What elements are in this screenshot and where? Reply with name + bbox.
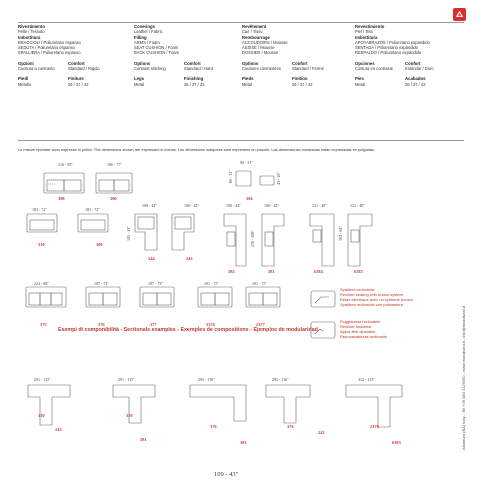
model-code: 375 — [40, 322, 47, 327]
dim-label: 108 - 42" — [184, 203, 199, 208]
dim-label: 291 - 115" — [118, 377, 135, 382]
model-code: 381 — [240, 440, 247, 445]
sofa-308-outline — [44, 173, 84, 193]
options-value: Cucitura a contrasto — [18, 66, 55, 72]
comfort-value: Standard / Hard — [184, 66, 213, 72]
model-code: 381 — [140, 437, 147, 442]
feet-value: Metal — [242, 81, 253, 87]
model-code: 243 — [318, 430, 325, 435]
model-code: 376 — [98, 322, 105, 327]
dim-label: 291 - 115" — [34, 377, 51, 382]
finish-label: Acabados — [405, 76, 426, 82]
feet-label: Legs — [134, 76, 145, 82]
filling-value: BACK CUSHION / Foam — [134, 50, 180, 56]
sofa-310-outline — [27, 214, 57, 232]
options-label: Opciones — [355, 60, 375, 66]
model-code: 376 — [210, 424, 217, 429]
sofa-2376-outline — [198, 287, 232, 307]
sofa-200-outline — [96, 173, 132, 193]
dim-label: 187 - 73" — [94, 281, 109, 286]
legend-headrest-line: Poggiatesta reclinabile — [340, 319, 381, 324]
model-code: 6383 — [392, 440, 401, 445]
dim-label: 121 - 48" — [312, 203, 327, 208]
model-code: 308 — [58, 196, 65, 201]
model-code: 6383 — [354, 269, 363, 274]
dim-label: 43 - 16" — [276, 172, 281, 185]
composition-5-outline — [346, 385, 402, 427]
filling-value: SEAT CUSHION / Foam — [134, 45, 179, 51]
dim-label: 108 - 42" — [142, 203, 157, 208]
page-number: 109 - 43" — [214, 471, 239, 478]
options-value: Coutures contrastées — [242, 66, 281, 72]
filling-value: SPALLIERA / Poliuretano espanso — [18, 50, 81, 56]
comfort-label: Confort — [405, 60, 421, 66]
model-code: 2377 — [256, 322, 265, 327]
finish-value: 26 / 37 / 42 — [68, 81, 89, 87]
comfort-label: Comfort — [184, 60, 201, 66]
options-label: Opzioni — [18, 60, 34, 66]
dimensions-note: Le misure riportate sono espresse in pollici. The dimensions shown are expressed in inches. Les dimensions indiquées sont exprimées en pouces. Las dimensiones mostradas están expresadas en pulgadas. — [18, 147, 375, 152]
model-code: 243 — [186, 256, 193, 261]
recliner-icon — [311, 291, 335, 307]
filling-label: Rembourrage — [242, 34, 270, 40]
composition-3-outline — [190, 385, 246, 421]
feet-value: Metal — [134, 81, 145, 87]
model-code: 2376 — [370, 424, 379, 429]
dim-label: 108 - 42" — [264, 203, 279, 208]
dim-label: 105 - 41" — [126, 226, 131, 241]
legend-recliner-line: Recliner seating with button system — [340, 292, 403, 297]
filling-label: Imbottitura — [355, 34, 378, 40]
sofa-381-outline — [262, 214, 284, 266]
options-value: Costura en contraste — [355, 66, 394, 72]
legend-recliner-line: Relax électrique avec un système bouton — [340, 297, 414, 302]
covering-label: Coverings — [134, 24, 156, 29]
model-code: 381 — [268, 269, 275, 274]
covering-value: Cuir / Tissu — [242, 29, 263, 35]
dim-label: 216 - 85" — [58, 162, 73, 167]
covering-value: Pelle / Tessuto — [18, 29, 45, 35]
composition-2-outline — [113, 385, 155, 423]
model-code: 376 — [287, 424, 294, 429]
feet-label: Pieds — [242, 76, 254, 82]
dim-label: 295 - 116" — [272, 377, 289, 382]
options-label: Options — [242, 60, 259, 66]
model-code: 6384 — [314, 269, 323, 274]
dim-label: 183 - 72" — [85, 207, 100, 212]
comfort-value: Standard / Fermé — [292, 66, 324, 72]
sofa-244-outline — [135, 214, 157, 250]
comfort-label: Confort — [292, 60, 308, 66]
pouf-304-outline — [236, 171, 274, 186]
composition-4-outline — [266, 385, 310, 423]
options-label: Options — [134, 60, 151, 66]
finish-label: Finition — [292, 76, 308, 82]
model-code: 377 — [150, 322, 157, 327]
compositions-title: Esempi di componibilità - Sectionals examples - Exemples de compositions - Ejemplos de modularidad — [58, 327, 318, 333]
finish-label: Finishing — [184, 76, 204, 82]
feet-value: Metal — [355, 81, 366, 87]
model-code: 244 — [148, 256, 155, 261]
sofa-6384-outline — [310, 214, 334, 266]
sofa-382-outline — [224, 214, 246, 266]
dim-label: 224 - 88" — [34, 281, 49, 286]
legend-headrest-line: Appui-tête ajustable — [340, 329, 376, 334]
finish-label: Finiture — [68, 76, 84, 82]
comfort-value: Estándar / Duro — [405, 66, 434, 72]
model-code: 243 — [55, 427, 62, 432]
finish-value: 26 / 37 / 42 — [405, 81, 426, 87]
comfort-value: Standard / Rigido — [68, 66, 100, 72]
legend-headrest-line: Reposacabezas reclinable — [340, 334, 387, 339]
dim-label: 121 - 48" — [350, 203, 365, 208]
feet-label: Piedi — [18, 76, 29, 82]
sofa-376-outline — [86, 287, 120, 307]
feet-label: Pies — [355, 76, 364, 82]
covering-label: Revêtement — [242, 24, 267, 29]
model-code: 200 — [110, 196, 117, 201]
dim-label: 276 - 108" — [250, 230, 255, 247]
filling-value: ASSISE / Mousse — [242, 45, 275, 51]
model-code: 310 — [126, 413, 133, 418]
finish-value: 26 / 37 / 42 — [292, 81, 313, 87]
dim-label: 108 - 42" — [226, 203, 241, 208]
company-contact: Altamura (BA) Italy - Tel +39 080 3126550 - www.maxdivani.it - info@maxdivani.it — [461, 306, 466, 450]
legend-headrest-line: Recliner headrest — [340, 324, 372, 329]
model-code: 309 — [96, 242, 103, 247]
filling-value: SENTADA / Poliuretano expandido — [355, 45, 418, 51]
model-code: 310 — [38, 242, 45, 247]
covering-value: Leather / Fabric — [134, 29, 163, 35]
sofa-377-outline — [140, 287, 174, 307]
filling-label: Imbottitura — [18, 34, 41, 40]
filling-value: RESPALDO / Poliuretano expandido — [355, 50, 422, 56]
filling-value: BRACCIOLI / Poliuretano espanso — [18, 39, 81, 45]
dim-label: 164 - 64" — [338, 226, 343, 241]
sofa-6383-outline — [348, 214, 372, 266]
dim-label: 80 - 31" — [228, 170, 233, 183]
feet-value: Metallo — [18, 81, 32, 87]
sofa-375-outline — [26, 287, 66, 307]
dim-label: 183 - 72" — [32, 207, 47, 212]
covering-value: Piel / Tela — [355, 29, 373, 35]
legend-recliner-line: Spalliera reclinabile — [340, 287, 375, 292]
covering-label: Rivestimento — [18, 24, 45, 29]
dim-label: 80 - 31" — [240, 160, 253, 165]
covering-label: Revestimiento — [355, 24, 385, 29]
filling-value: APOYABRAZOS / Poliuretano expandido — [355, 39, 430, 45]
composition-1-outline — [28, 385, 70, 425]
finish-value: 26 / 37 / 42 — [184, 81, 205, 87]
dim-label: 191 - 75" — [252, 281, 267, 286]
options-value: Contrast stitching — [134, 66, 166, 72]
comfort-label: Comfort — [68, 60, 85, 66]
model-code: 304 — [246, 196, 253, 201]
sofa-2377-outline — [246, 287, 280, 307]
filling-value: DOSSIER / Mousse — [242, 50, 279, 56]
filling-value: ARMS / Foam — [134, 39, 160, 45]
dim-label: 293 - 116" — [198, 377, 215, 382]
filling-value: ACCOUDOIRS / Mousse — [242, 39, 288, 45]
dim-label: 191 - 75" — [204, 281, 219, 286]
model-code: 310 — [38, 413, 45, 418]
model-code: 2376 — [206, 322, 215, 327]
legend-recliner-line: Spalliera reclinabile con pulsantiera — [340, 302, 403, 307]
model-code: 382 — [228, 269, 235, 274]
dim-label: 312 - 123" — [358, 377, 375, 382]
filling-value: SEDUTA / Poliuretano espanso — [18, 45, 75, 51]
filling-label: Filling — [134, 34, 147, 40]
dim-label: 196 - 77" — [107, 162, 122, 167]
sofa-309-outline — [78, 214, 108, 232]
sofa-243-outline — [172, 214, 194, 250]
dim-label: 187 - 73" — [148, 281, 163, 286]
